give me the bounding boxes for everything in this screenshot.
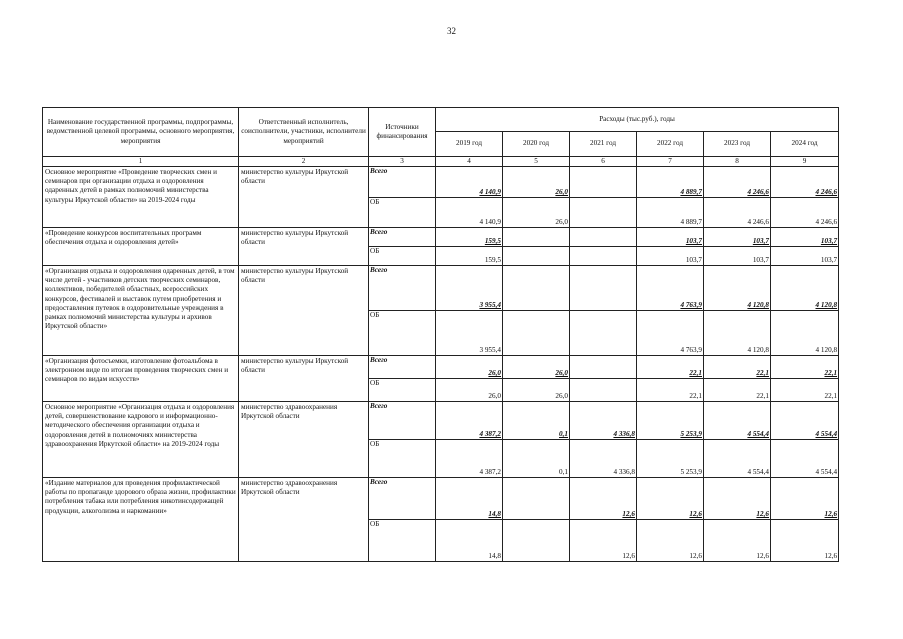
ob-value: 0,1 xyxy=(503,440,570,478)
header-name: Наименование государственной программы, подпрограммы, ведомственной целевой программы, основного мероприятия, мероприятия xyxy=(43,108,239,157)
activity-name: Основное мероприятие «Проведение творческих смен и семинаров при организации отдыха и оздоровления одаренных детей в рамках полномочий министерства культуры Иркутской области» на 2019-2024 годы xyxy=(43,167,239,228)
column-number: 9 xyxy=(771,157,839,167)
total-value: 26,0 xyxy=(503,356,570,379)
ob-value: 4 554,4 xyxy=(771,440,839,478)
ob-value xyxy=(570,247,637,266)
table-row-total xyxy=(43,228,839,247)
budget-table xyxy=(42,107,839,562)
total-value: 4 763,9 xyxy=(637,266,704,311)
executor: министерство культуры Иркутской области xyxy=(239,356,369,402)
source-ob-label: ОБ xyxy=(369,198,436,228)
total-value: 26,0 xyxy=(503,167,570,198)
total-value: 5 253,9 xyxy=(637,402,704,440)
ob-value: 4 387,2 xyxy=(436,440,503,478)
ob-value xyxy=(570,379,637,402)
total-value: 4 554,4 xyxy=(771,402,839,440)
total-value: 12,6 xyxy=(771,478,839,520)
ob-value: 22,1 xyxy=(771,379,839,402)
total-value: 4 889,7 xyxy=(637,167,704,198)
total-value: 3 955,4 xyxy=(436,266,503,311)
source-ob-label: ОБ xyxy=(369,440,436,478)
table-row-total xyxy=(43,402,839,440)
total-value xyxy=(570,266,637,311)
total-value: 12,6 xyxy=(570,478,637,520)
total-value: 4 336,8 xyxy=(570,402,637,440)
ob-value: 159,5 xyxy=(436,247,503,266)
ob-value: 4 140,9 xyxy=(436,198,503,228)
ob-value: 103,7 xyxy=(637,247,704,266)
table-row-total xyxy=(43,167,839,198)
ob-value: 12,6 xyxy=(637,520,704,562)
column-number: 6 xyxy=(570,157,637,167)
executor: министерство здравоохранения Иркутской области xyxy=(239,402,369,478)
header-year: 2019 год xyxy=(436,132,503,157)
ob-value: 26,0 xyxy=(436,379,503,402)
total-value xyxy=(503,266,570,311)
total-value: 26,0 xyxy=(436,356,503,379)
source-total-label: Всего xyxy=(369,228,436,247)
source-total-label: Всего xyxy=(369,478,436,520)
ob-value: 5 253,9 xyxy=(637,440,704,478)
source-total-label: Всего xyxy=(369,356,436,379)
ob-value: 26,0 xyxy=(503,198,570,228)
total-value: 103,7 xyxy=(771,228,839,247)
total-value: 103,7 xyxy=(637,228,704,247)
ob-value: 14,8 xyxy=(436,520,503,562)
ob-value xyxy=(503,520,570,562)
total-value: 12,6 xyxy=(704,478,771,520)
table-row-total xyxy=(43,356,839,379)
total-value xyxy=(503,478,570,520)
ob-value xyxy=(503,247,570,266)
source-ob-label: ОБ xyxy=(369,520,436,562)
column-number: 7 xyxy=(637,157,704,167)
ob-value xyxy=(503,311,570,356)
executor: министерство здравоохранения Иркутской области xyxy=(239,478,369,562)
column-number: 2 xyxy=(239,157,369,167)
ob-value: 4 246,6 xyxy=(704,198,771,228)
column-number: 3 xyxy=(369,157,436,167)
ob-value: 22,1 xyxy=(704,379,771,402)
ob-value: 4 120,8 xyxy=(771,311,839,356)
total-value: 22,1 xyxy=(637,356,704,379)
total-value: 4 246,6 xyxy=(704,167,771,198)
total-value: 103,7 xyxy=(704,228,771,247)
source-total-label: Всего xyxy=(369,266,436,311)
activity-name: «Издание материалов для проведения профилактической работы по пропаганде здорового образа жизни, профилактики потребления табака или потребления никотинсодержащей продукции, алкоголизма и наркомании» xyxy=(43,478,239,562)
source-ob-label: ОБ xyxy=(369,379,436,402)
header-year: 2024 год xyxy=(771,132,839,157)
ob-value: 12,6 xyxy=(704,520,771,562)
total-value: 0,1 xyxy=(503,402,570,440)
total-value: 4 120,8 xyxy=(704,266,771,311)
ob-value: 4 120,8 xyxy=(704,311,771,356)
total-value xyxy=(570,167,637,198)
header-year: 2022 год xyxy=(637,132,704,157)
ob-value: 22,1 xyxy=(637,379,704,402)
ob-value: 4 246,6 xyxy=(771,198,839,228)
total-value: 12,6 xyxy=(637,478,704,520)
ob-value: 26,0 xyxy=(503,379,570,402)
source-ob-label: ОБ xyxy=(369,247,436,266)
source-total-label: Всего xyxy=(369,167,436,198)
total-value xyxy=(503,228,570,247)
total-value: 4 120,8 xyxy=(771,266,839,311)
source-ob-label: ОБ xyxy=(369,311,436,356)
total-value xyxy=(570,228,637,247)
source-total-label: Всего xyxy=(369,402,436,440)
ob-value: 4 763,9 xyxy=(637,311,704,356)
ob-value: 3 955,4 xyxy=(436,311,503,356)
activity-name: «Организация отдыха и оздоровления одаренных детей, в том числе детей - участников детских творческих семинаров, коллективов, победителей областных, всероссийских конкурсов, фестивалей и выставок путем приобретения и предоставления путевок в оздоровительные учреждения в рамках полномочий министерства культуры и архивов Иркутской области» xyxy=(43,266,239,356)
executor: министерство культуры Иркутской области xyxy=(239,266,369,356)
ob-value xyxy=(570,311,637,356)
table-row-total xyxy=(43,266,839,311)
column-number: 4 xyxy=(436,157,503,167)
header-source: Источники финансирования xyxy=(369,108,436,157)
ob-value: 4 889,7 xyxy=(637,198,704,228)
ob-value xyxy=(570,198,637,228)
ob-value: 12,6 xyxy=(570,520,637,562)
ob-value: 103,7 xyxy=(704,247,771,266)
total-value: 4 246,6 xyxy=(771,167,839,198)
header-expenses: Расходы (тыс.руб.), годы xyxy=(436,108,839,132)
ob-value: 12,6 xyxy=(771,520,839,562)
total-value: 159,5 xyxy=(436,228,503,247)
activity-name: «Проведение конкурсов воспитательных программ обеспечения отдыха и оздоровления детей» xyxy=(43,228,239,266)
page-number: 32 xyxy=(447,26,456,36)
total-value: 4 554,4 xyxy=(704,402,771,440)
total-value: 4 387,2 xyxy=(436,402,503,440)
activity-name: Основное мероприятие «Организация отдыха и оздоровления детей, совершенствование кадрового и информационно-методического обеспечения организации отдыха и оздоровления детей в полномочиях министерства здравоохранения Иркутской области» на 2019-2024 годы xyxy=(43,402,239,478)
column-numbers-row xyxy=(43,157,839,167)
header-year: 2020 год xyxy=(503,132,570,157)
ob-value: 103,7 xyxy=(771,247,839,266)
column-number: 8 xyxy=(704,157,771,167)
total-value xyxy=(570,356,637,379)
header-year: 2021 год xyxy=(570,132,637,157)
total-value: 22,1 xyxy=(704,356,771,379)
executor: министерство культуры Иркутской области xyxy=(239,228,369,266)
column-number: 5 xyxy=(503,157,570,167)
table-row-total xyxy=(43,478,839,520)
total-value: 22,1 xyxy=(771,356,839,379)
ob-value: 4 554,4 xyxy=(704,440,771,478)
header-executor: Ответственный исполнитель, соисполнители, участники, исполнители мероприятий xyxy=(239,108,369,157)
table-body xyxy=(43,167,839,562)
activity-name: «Организация фотосъемки, изготовление фотоальбома в электронном виде по итогам проведения творческих смен и семинаров по видам искусств» xyxy=(43,356,239,402)
ob-value: 4 336,8 xyxy=(570,440,637,478)
column-number: 1 xyxy=(43,157,239,167)
header-year: 2023 год xyxy=(704,132,771,157)
executor: министерство культуры Иркутской области xyxy=(239,167,369,228)
total-value: 14,8 xyxy=(436,478,503,520)
total-value: 4 140,9 xyxy=(436,167,503,198)
